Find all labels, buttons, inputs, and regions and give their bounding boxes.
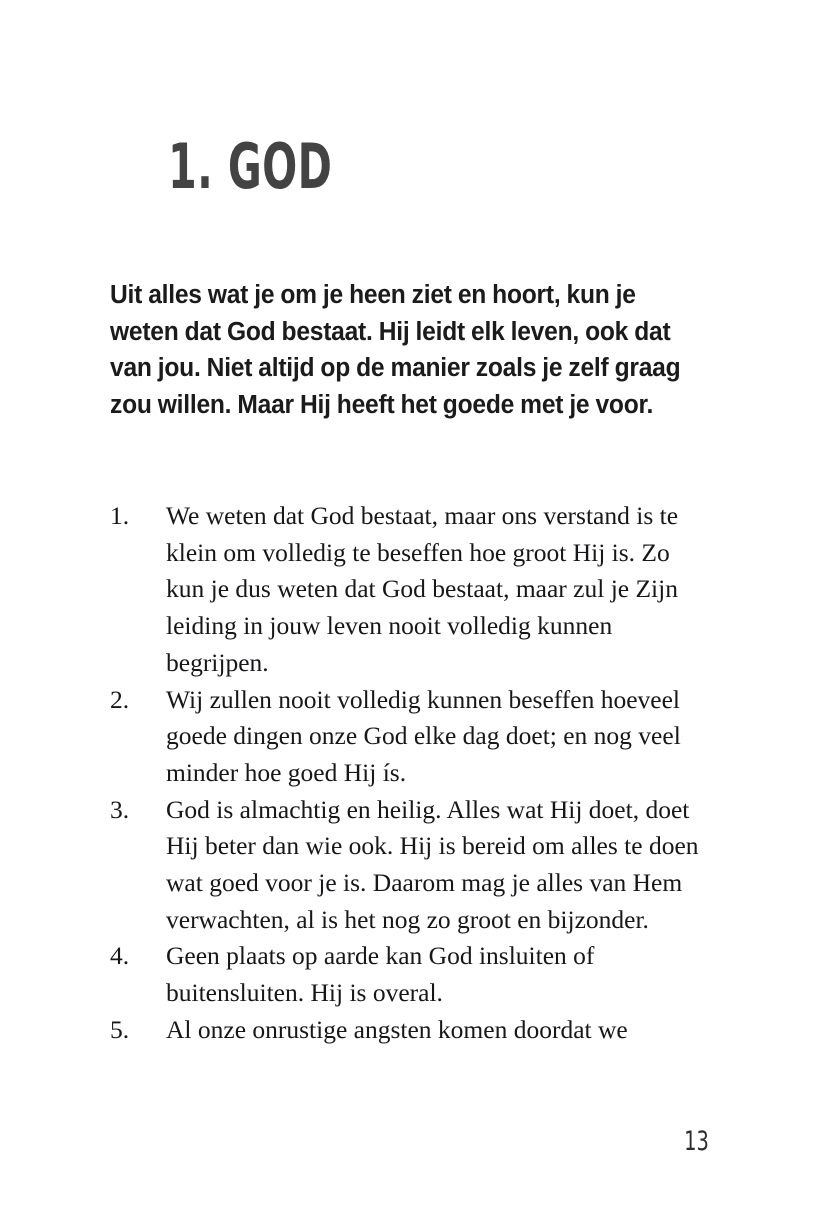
list-item [110, 1012, 710, 1049]
list-item-text: God is almachtig en heilig. Alles wat Hij doet, doet Hij beter dan wie ook. Hij is bereid om alles te doen wat goed voor je is. Daarom mag je alles van Hem verwachten, al is het nog zo groot en bijzonder. [166, 794, 699, 934]
list-item [110, 792, 710, 939]
numbered-point-list [110, 498, 710, 1049]
list-item [110, 938, 710, 1011]
page-title: 1. GOD [168, 130, 333, 203]
list-item-text: We weten dat God bestaat, maar ons verstand is te klein om volledig te beseffen hoe groot Hij is. Zo kun je dus weten dat God bestaat, maar zul je Zijn leiding in jouw leven nooit volledig kunnen begrijpen. [166, 501, 679, 677]
list-item-number: 4. [110, 941, 130, 971]
list-item [110, 498, 710, 682]
list-item-text: Wij zullen nooit volledig kunnen beseffen hoeveel goede dingen onze God elke dag doet; en nog veel minder hoe goed Hij ís. [166, 684, 681, 787]
list-item-text: Geen plaats op aarde kan God insluiten of buitensluiten. Hij is overal. [166, 941, 595, 1008]
page-number: 13 [684, 1126, 709, 1157]
list-item-number: 3. [110, 794, 130, 824]
list-item-number: 1. [110, 501, 130, 530]
list-item-number: 5. [110, 1014, 130, 1044]
lead-paragraph: Uit alles wat je om je heen ziet en hoort, kun je weten dat God bestaat. Hij leidt elk leven, ook dat van jou. Niet altijd op de manier zoals je zelf graag zou willen. Maar Hij heeft het goede met je voor. [110, 281, 681, 419]
list-item [110, 682, 710, 792]
list-item-text: Al onze onrustige angsten komen doordat we [166, 1014, 628, 1044]
list-item-number: 2. [110, 684, 130, 714]
